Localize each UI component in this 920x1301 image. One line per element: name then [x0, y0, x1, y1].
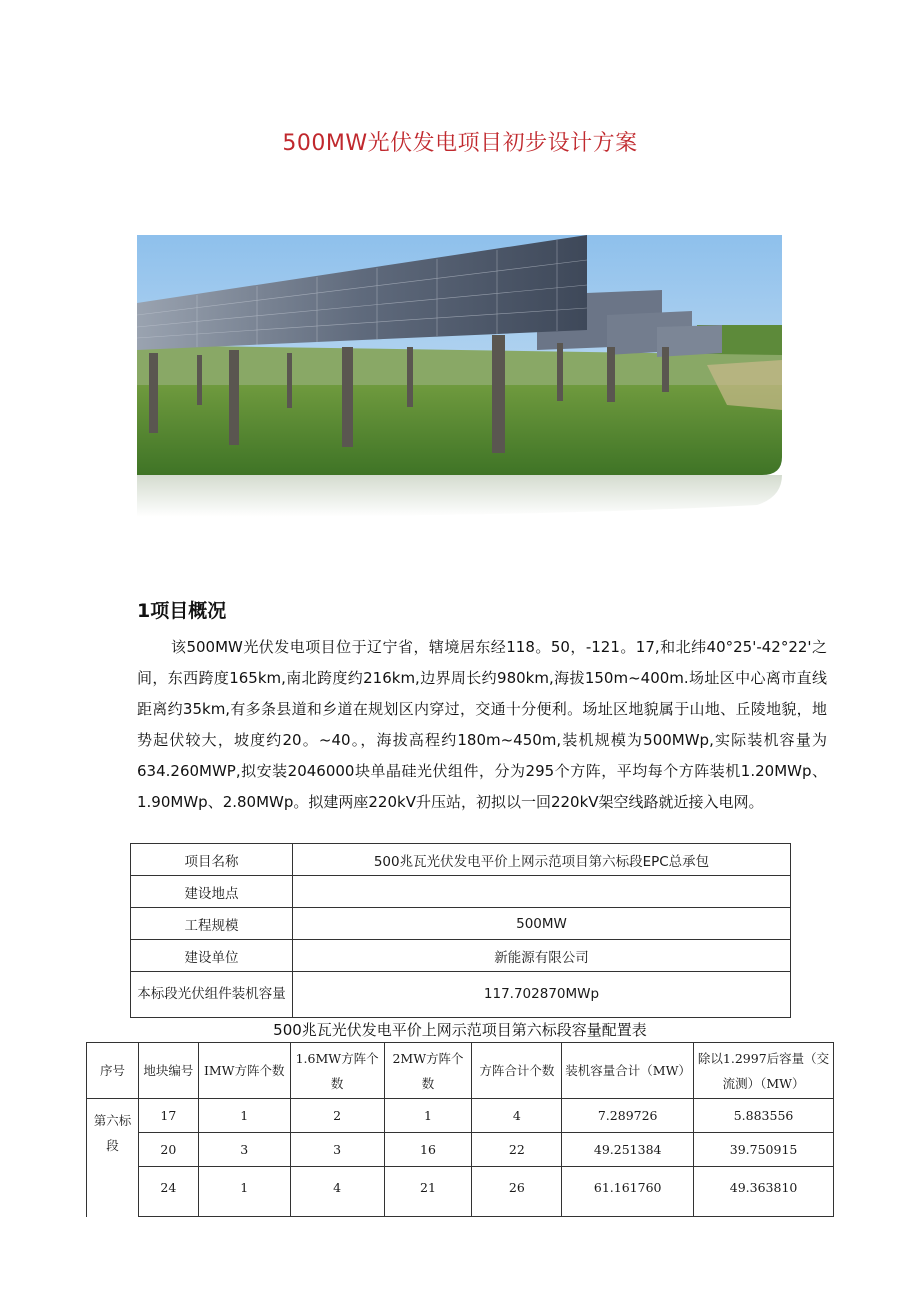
cell-2mw: 1 — [384, 1099, 472, 1133]
table-row — [131, 908, 791, 940]
cell-installed: 49.251384 — [562, 1133, 694, 1167]
header-ac-capacity: 除以1.2997后容量（交流测）（MW） — [694, 1043, 834, 1099]
section-heading: 1项目概况 — [137, 600, 227, 622]
info-value: 500兆瓦光伏发电平价上网示范项目第六标段EPC总承包 — [293, 844, 791, 876]
cell-2mw: 16 — [384, 1133, 472, 1167]
info-value — [293, 876, 791, 908]
cell-ac: 49.363810 — [694, 1167, 834, 1217]
cell-block: 24 — [138, 1167, 198, 1217]
cell-installed: 7.289726 — [562, 1099, 694, 1133]
document-title: 500MW光伏发电项目初步设计方案 — [282, 131, 638, 156]
info-value: 117.702870MWp — [293, 972, 791, 1018]
table-row — [131, 876, 791, 908]
table-row — [131, 972, 791, 1018]
capacity-config-table — [86, 1042, 834, 1217]
info-value: 500MW — [293, 908, 791, 940]
solar-farm-photo — [137, 235, 782, 517]
cell-1mw: 1 — [198, 1167, 290, 1217]
info-key: 项目名称 — [131, 844, 293, 876]
table-row — [87, 1099, 834, 1133]
header-1mw: IMW方阵个数 — [198, 1043, 290, 1099]
cell-2mw: 21 — [384, 1167, 472, 1217]
cell-total: 22 — [472, 1133, 562, 1167]
group-label-continued — [87, 1167, 139, 1217]
cell-total: 26 — [472, 1167, 562, 1217]
header-seq: 序号 — [87, 1043, 139, 1099]
table-row — [131, 940, 791, 972]
cell-1mw: 1 — [198, 1099, 290, 1133]
table-header-row — [87, 1043, 834, 1099]
group-label: 第六标段 — [87, 1099, 139, 1167]
header-1-6mw: 1.6MW方阵个数 — [290, 1043, 384, 1099]
info-key: 建设地点 — [131, 876, 293, 908]
cell-ac: 5.883556 — [694, 1099, 834, 1133]
cell-1-6mw: 2 — [290, 1099, 384, 1133]
header-installed: 装机容量合计（MW） — [562, 1043, 694, 1099]
cell-ac: 39.750915 — [694, 1133, 834, 1167]
info-key: 工程规模 — [131, 908, 293, 940]
table-row — [87, 1167, 834, 1217]
cell-1-6mw: 4 — [290, 1167, 384, 1217]
header-2mw: 2MW方阵个数 — [384, 1043, 472, 1099]
cell-installed: 61.161760 — [562, 1167, 694, 1217]
cell-block: 20 — [138, 1133, 198, 1167]
project-info-table — [130, 843, 791, 1018]
cell-total: 4 — [472, 1099, 562, 1133]
cell-1mw: 3 — [198, 1133, 290, 1167]
header-block: 地块编号 — [138, 1043, 198, 1099]
info-value: 新能源有限公司 — [293, 940, 791, 972]
config-table-caption: 500兆瓦光伏发电平价上网示范项目第六标段容量配置表 — [273, 1021, 647, 1039]
cell-1-6mw: 3 — [290, 1133, 384, 1167]
info-key: 建设单位 — [131, 940, 293, 972]
table-row — [87, 1133, 834, 1167]
cell-block: 17 — [138, 1099, 198, 1133]
header-total-arrays: 方阵合计个数 — [472, 1043, 562, 1099]
section-paragraph: 该500MW光伏发电项目位于辽宁省，辖境居东经118。50，-121。17,和北纬40°25'-42°22'之间，东西跨度165km,南北跨度约216km,边界周长约980km,海拔150m~400m.场址区中心离市直线距离约35km,有多条县道和乡道在规划区内穿过，交通十分便利。场址区地貌属于山地、丘陵地貌，地势起伏较大，坡度约20。~40。，海拔高程约180m~450m,装机规模为500MWp,实际装机容量为634.260MWP,拟安装2046000块单晶硅光伏组件，分为295个方阵，平均每个方阵装机1.20MWp、1.90MWp、2.80MWp。拟建两座220kV升压站，初拟以一回220kV架空线路就近接入电网。 — [137, 638, 827, 811]
info-key: 本标段光伏组件装机容量 — [131, 972, 293, 1018]
table-row — [131, 844, 791, 876]
